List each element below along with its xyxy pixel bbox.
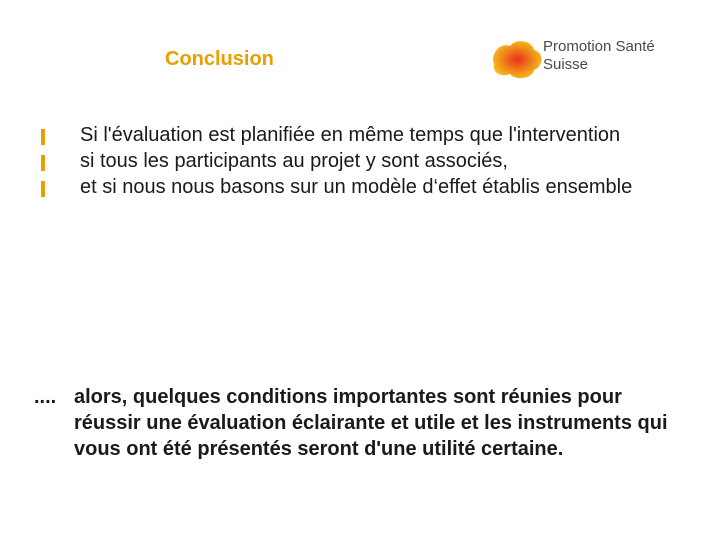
logo-mark-icon: [488, 34, 548, 84]
conclusion-ellipsis: ....: [34, 386, 57, 408]
logo-text: [543, 38, 655, 74]
conclusion-text: alors, quelques conditions importantes sont réunies pour réussir une évaluation éclairante et utile et les instruments qui vous ont été présentés seront d'une utilité certaine.: [74, 386, 668, 460]
bullet-text: et si nous nous basons sur un modèle d‘effet établis ensemble: [80, 176, 633, 198]
bullet-marker-icon: [41, 155, 45, 171]
logo-line-2: Suisse: [543, 56, 589, 73]
bullet-text: si tous les participants au projet y sont associés,: [80, 150, 508, 172]
slide-title: Conclusion: [165, 48, 274, 70]
logo-line-1: Promotion Santé: [543, 38, 655, 55]
bullet-marker-icon: [41, 129, 45, 145]
bullet-text: Si l'évaluation est planifiée en même temps que l'intervention: [80, 124, 621, 146]
bullet-item: [38, 174, 678, 200]
bullet-item: [38, 122, 678, 148]
bullet-item: [38, 148, 678, 174]
conclusion-paragraph: [34, 384, 684, 462]
bullet-list: [38, 122, 678, 200]
bullet-marker-icon: [41, 181, 45, 197]
promotion-sante-logo: [488, 34, 688, 84]
